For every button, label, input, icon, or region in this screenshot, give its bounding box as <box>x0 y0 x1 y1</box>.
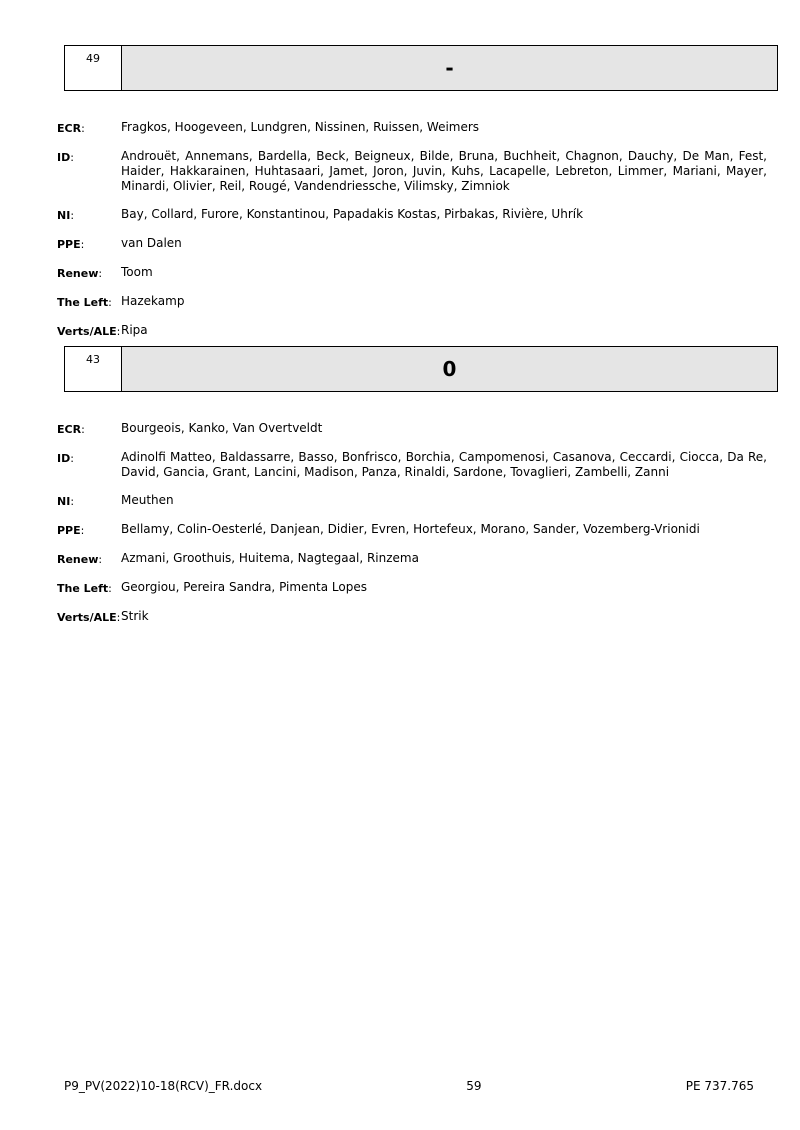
group-row <box>57 207 767 223</box>
vote-sign: 0 <box>122 347 777 391</box>
group-members: Azmani, Groothuis, Huitema, Nagtegaal, Rinzema <box>121 551 419 565</box>
group-row <box>57 265 767 281</box>
group-members: Ripa <box>121 323 148 337</box>
group-label: Renew: <box>57 553 103 566</box>
group-members: Fragkos, Hoogeveen, Lundgren, Nissinen, Ruissen, Weimers <box>121 120 480 134</box>
group-row <box>57 609 767 625</box>
group-members: Hazekamp <box>121 294 185 308</box>
group-row <box>57 323 767 339</box>
group-label: Renew: <box>57 267 103 280</box>
vote-result-box-against <box>64 45 778 91</box>
group-members: Androuët, Annemans, Bardella, Beck, Beigneux, Bilde, Bruna, Buchheit, Chagnon, Dauchy, De Man, Fest, Haider, Hakkarainen, Huhtasaari, Jamet, Joron, Juvin, Kuhs, Lacapelle, Lebreton, Limmer, Mariani, Mayer, Minardi, Olivier, Reil, Rougé, Vandendriessche, Vilimsky, Zimniok <box>121 149 767 193</box>
page-footer <box>64 1079 754 1093</box>
group-label: NI: <box>57 495 75 508</box>
vote-count: 49 <box>65 46 122 90</box>
group-members: Bay, Collard, Furore, Konstantinou, Papadakis Kostas, Pirbakas, Rivière, Uhrík <box>121 207 584 221</box>
group-members: Georgiou, Pereira Sandra, Pimenta Lopes <box>121 580 367 594</box>
group-label: ECR: <box>57 423 85 436</box>
group-row <box>57 450 767 480</box>
group-row <box>57 294 767 310</box>
group-members: Bourgeois, Kanko, Van Overtveldt <box>121 421 323 435</box>
footer-doc-ref: P9_PV(2022)10-18(RCV)_FR.docx <box>64 1079 263 1093</box>
group-members: Bellamy, Colin-Oesterlé, Danjean, Didier, Evren, Hortefeux, Morano, Sander, Vozemberg-Vrionidi <box>121 522 700 536</box>
group-label: Verts/ALE: <box>57 325 121 338</box>
vote-result-box-abstention <box>64 346 778 392</box>
group-members: van Dalen <box>121 236 182 250</box>
group-label: The Left: <box>57 582 112 595</box>
group-label: ECR: <box>57 122 85 135</box>
group-label: PPE: <box>57 238 85 251</box>
group-members: Adinolfi Matteo, Baldassarre, Basso, Bonfrisco, Borchia, Campomenosi, Casanova, Ceccardi, Ciocca, Da Re, David, Gancia, Grant, Lancini, Madison, Panza, Rinaldi, Sardone, Tovaglieri, Zambelli, Zanni <box>121 450 767 479</box>
group-label: The Left: <box>57 296 112 309</box>
group-members: Meuthen <box>121 493 174 507</box>
group-row <box>57 493 767 509</box>
vote-count: 43 <box>65 347 122 391</box>
group-members: Strik <box>121 609 149 623</box>
group-row <box>57 522 767 538</box>
group-row <box>57 236 767 252</box>
group-label: ID: <box>57 452 74 465</box>
group-list-abstention <box>57 421 767 638</box>
group-label: PPE: <box>57 524 85 537</box>
group-row <box>57 149 767 194</box>
group-row <box>57 421 767 437</box>
footer-pe-number: PE 737.765 <box>685 1079 754 1093</box>
group-row <box>57 580 767 596</box>
footer-page-number: 59 <box>466 1079 482 1093</box>
group-row <box>57 551 767 567</box>
group-list-against <box>57 120 767 352</box>
group-label: ID: <box>57 151 74 164</box>
vote-sign: - <box>122 46 777 90</box>
group-label: NI: <box>57 209 75 222</box>
group-members: Toom <box>121 265 153 279</box>
group-label: Verts/ALE: <box>57 611 121 624</box>
group-row <box>57 120 767 136</box>
